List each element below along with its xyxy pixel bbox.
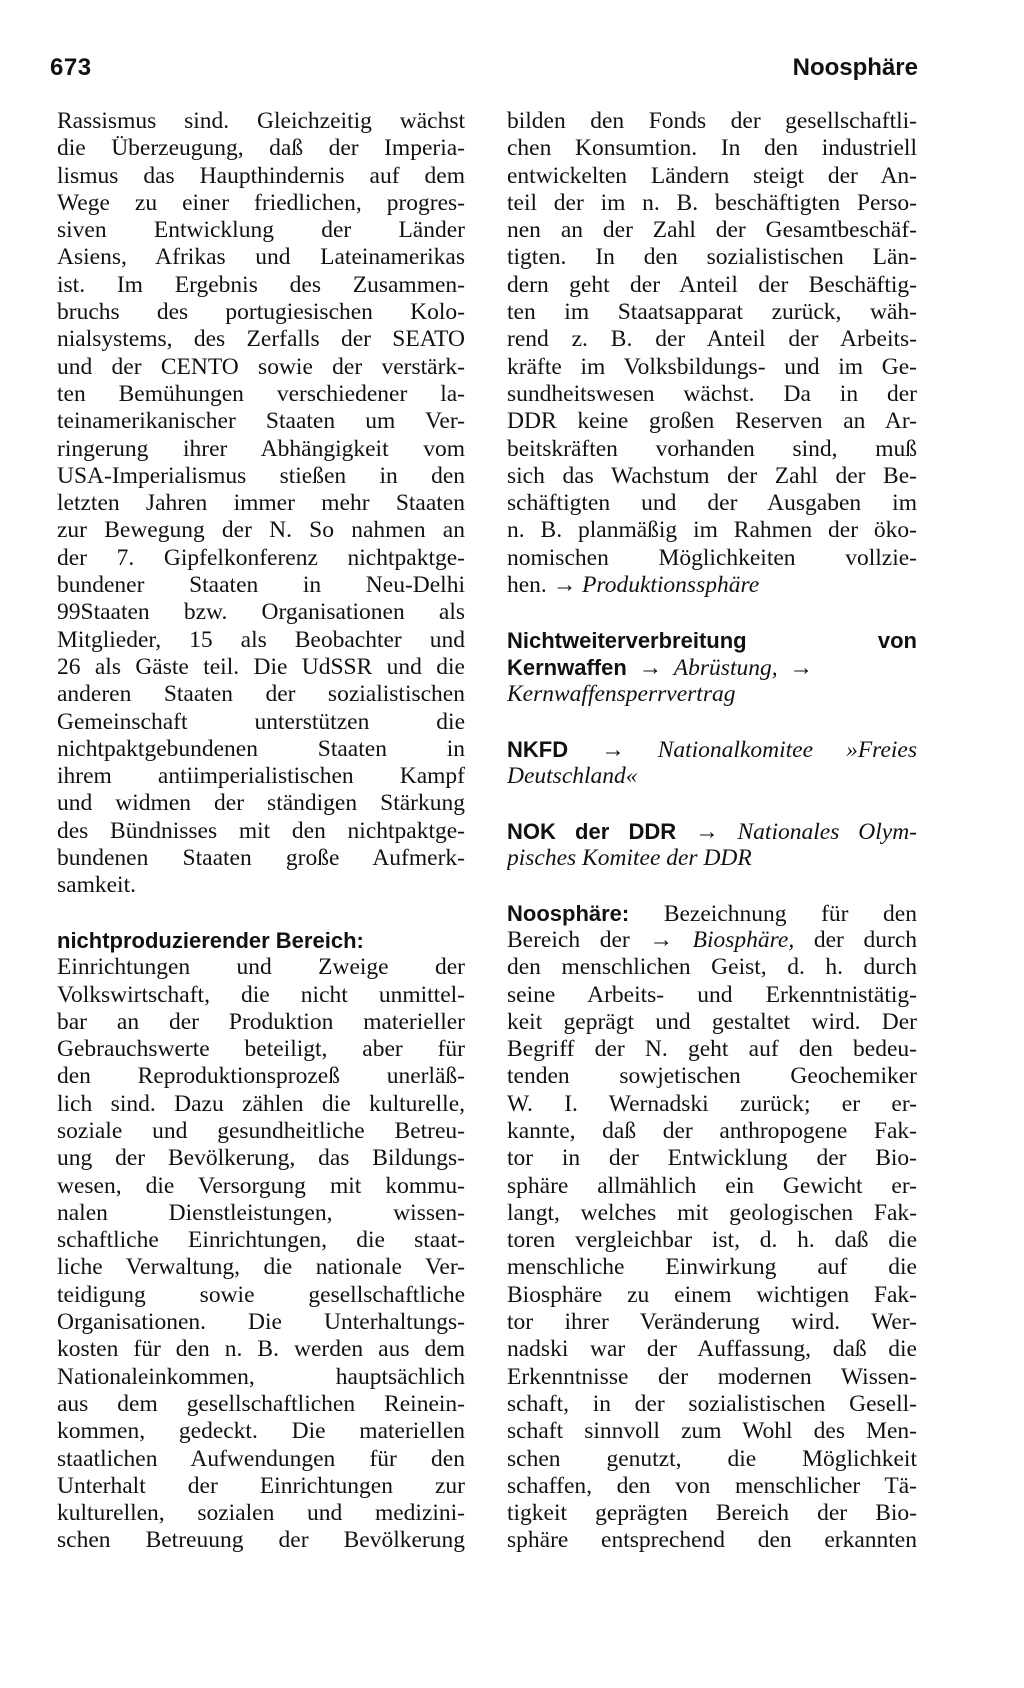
text-line: entwickelten Ländern steigt der An- [507,162,917,189]
text-line [507,763,917,790]
text-line: und der CENTO sowie der verstärk- [57,353,465,380]
text-line: seine Arbeits- und Erkenntnistätig- [507,981,917,1008]
cross-reference-link[interactable]: Abrüstung, [673,654,778,681]
text-line: anderen Staaten der sozialistischen [57,681,465,708]
entry-continuation-paragraph [57,108,465,900]
headword: NKFD [507,736,569,762]
text-line: tor ihrer Veränderung wird. Wer- [507,1309,917,1336]
text-line: ist. Im Ergebnis des Zusammen- [57,271,465,298]
left-column [57,108,465,1555]
text-line: Mitglieder, 15 als Beobachter und [57,626,465,653]
text-line: teinamerikanischer Staaten um Ver- [57,408,465,435]
text-line: USA-Imperialismus stießen in den [57,462,465,489]
text-line: rend z. B. der Anteil der Arbeits- [507,326,917,353]
text-line: tigten. In den sozialistischen Län- [507,244,917,271]
text-line: kommen, gedeckt. Die materiellen [57,1418,465,1445]
text-line: toren vergleichbar ist, d. h. daß die [507,1227,917,1254]
text-line: sphäre allmählich ein Gewicht er- [507,1172,917,1199]
text-line: bruchs des portugiesischen Kolo- [57,299,465,326]
line-text: Bezeichnung für den [663,900,917,927]
headword-line [57,927,465,954]
text-line: nichtpaktgebundenen Staaten in [57,735,465,762]
page-header [50,54,918,90]
text-line: Unterhalt der Einrichtungen zur [57,1472,465,1499]
cross-reference-arrow-icon: → [601,736,625,763]
text-line: sphäre entsprechend den erkannten [507,1527,917,1554]
entry-nok-der-ddr [507,818,917,873]
cross-reference-link[interactable]: Biosphäre, [692,926,795,953]
text-line: lich sind. Dazu zählen die kulturelle, [57,1090,465,1117]
text-line: kosten für den n. B. werden aus dem [57,1336,465,1363]
text-line: und widmen der ständigen Stärkung [57,790,465,817]
text-line [507,681,917,708]
text-line: menschliche Einwirkung auf die [507,1254,917,1281]
text-line: schaftliche Einrichtungen, die staat- [57,1227,465,1254]
entry-spacer [507,790,917,817]
page-number: 673 [50,54,92,81]
cross-reference-link[interactable]: Nationalkomitee »Freies [657,736,917,763]
text-line: tenden sowjetischen Geochemiker [507,1063,917,1090]
text-line: 26 als Gäste teil. Die UdSSR und die [57,653,465,680]
text-line: nalen Dienstleistungen, wissen- [57,1199,465,1226]
text-line: ung der Bevölkerung, das Bildungs- [57,1145,465,1172]
text-line: soziale und gesundheitliche Betreu- [57,1117,465,1144]
text-line: keit geprägt und gestaltet wird. Der [507,1008,917,1035]
text-line: kräfte im Volksbildungs- und im Ge- [507,353,917,380]
text-line: Organisationen. Die Unterhaltungs- [57,1309,465,1336]
text-line: teil der im n. B. beschäftigten Perso- [507,189,917,216]
text-line: den menschlichen Geist, d. h. durch [507,954,917,981]
text-line: Asiens, Afrikas und Lateinamerikas [57,244,465,271]
text-line: der 7. Gipfelkonferenz nichtpaktge- [57,544,465,571]
text-line: ringerung ihrer Abhängigkeit vom [57,435,465,462]
text-line: W. I. Wernadski zurück; er er- [507,1090,917,1117]
text-line: die Überzeugung, daß der Imperia- [57,135,465,162]
text-line: aus dem gesellschaftlichen Reinein- [57,1390,465,1417]
entry-nichtproduzierender-bereich [57,927,465,1555]
cross-reference-arrow-icon: → [695,818,719,845]
entry-nkfd [507,736,917,791]
text-line: nomischen Möglichkeiten vollzie- [507,544,917,571]
cross-reference-arrow-icon: → [638,654,663,681]
text-line: bundenen Staaten große Aufmerk- [57,845,465,872]
text-line: Wege zu einer friedlichen, progres- [57,189,465,216]
text-line: sundheitswesen wächst. Da in der [507,380,917,407]
cross-reference-link[interactable]: Kernwaffensperrvertrag [507,681,736,708]
text-line: n. B. planmäßig im Rahmen der öko- [507,517,917,544]
cross-reference-link[interactable]: pisches Komitee der DDR [507,845,752,872]
text-line: bilden den Fonds der gesellschaftli- [507,108,917,134]
text-line: teidigung sowie gesellschaftliche [57,1281,465,1308]
text-line: ihrem antiimperialistischen Kampf [57,763,465,790]
entry-spacer [57,900,465,927]
text-line: schen Betreuung der Bevölkerung [57,1527,465,1554]
text-line: schaffen, den von menschlicher Tä- [507,1472,917,1499]
headword-continued: Kernwaffen [507,654,627,680]
text-line: samkeit. [57,872,136,899]
cross-reference-arrow-icon: → [789,654,813,681]
text-line: ten Bemühungen verschiedener la- [57,380,465,407]
cross-reference-arrow-icon: → [649,926,673,953]
text-line: nen an der Zahl der Gesamtbeschäf- [507,217,917,244]
text-line: Gebrauchswerte beteiligt, aber für [57,1036,465,1063]
text-line: Einrichtungen und Zweige der [57,954,465,981]
text-line: Begriff der N. geht auf den bedeu- [507,1036,917,1063]
entry-spacer [507,872,917,899]
text-line: schäftigten und der Ausgaben im [507,490,917,517]
text-line: Volkswirtschaft, die nicht unmittel- [57,981,465,1008]
headword-continued: von [877,627,917,653]
text-line: kulturellen, sozialen und medizini- [57,1500,465,1527]
text-line: 99Staaten bzw. Organisationen als [57,599,465,626]
cross-reference-link[interactable]: Produktionssphäre [582,572,760,599]
text-line: Erkenntnisse der modernen Wissen- [507,1363,917,1390]
text-line: den Reproduktionsprozeß unerläß- [57,1063,465,1090]
right-column [507,108,917,1555]
text-line: letzten Jahren immer mehr Staaten [57,490,465,517]
text-line: wesen, die Versorgung mit kommu- [57,1172,465,1199]
text-line: kannte, daß der anthropogene Fak- [507,1117,917,1144]
headword-line [507,736,917,763]
text-line: chen Konsumtion. In den industriell [507,135,917,162]
cross-reference-link[interactable]: Nationales Olym- [737,818,917,845]
text-line: dern geht der Anteil der Beschäftig- [507,271,917,298]
text-line: ten im Staatsapparat zurück, wäh- [507,299,917,326]
text-line: des Bündnisses mit den nichtpaktge- [57,817,465,844]
cross-reference-arrow-icon: → [552,572,577,599]
text-line: schen genutzt, die Möglichkeit [507,1445,917,1472]
headword-line [507,627,917,654]
text-line: nadski war der Auffassung, daß die [507,1336,917,1363]
text-line: langt, welches mit geologischen Fak- [507,1199,917,1226]
running-head: Noosphäre [792,54,918,81]
text-line: sich das Wachstum der Zahl der Be- [507,462,917,489]
text-line: bar an der Produktion materieller [57,1008,465,1035]
text-line: Nationaleinkommen, hauptsächlich [57,1363,465,1390]
entry-noosphaere [507,900,917,1555]
headword: Nichtweiterverbreitung [507,627,747,653]
text-line: Biosphäre zu einem wichtigen Fak- [507,1281,917,1308]
text-line: siven Entwicklung der Länder [57,217,465,244]
text-line: tigkeit geprägten Bereich der Bio- [507,1500,917,1527]
cross-reference-link[interactable]: Deutschland« [507,763,638,790]
text-line: bundener Staaten in Neu-Delhi [57,572,465,599]
headword: NOK der DDR [507,818,677,844]
entry-spacer [507,709,917,736]
headword-line [507,900,917,927]
text-line: zur Bewegung der N. So nahmen an [57,517,465,544]
text-line: DDR keine großen Reserven an Ar- [507,408,917,435]
headword: Noosphäre: [507,900,630,926]
text-line: liche Verwaltung, die nationale Ver- [57,1254,465,1281]
text-line: beitskräften vorhanden sind, muß [507,435,917,462]
text-line: Gemeinschaft unterstützen die [57,708,465,735]
line-text: Bereich der [507,926,630,953]
text-line: tor in der Entwicklung der Bio- [507,1145,917,1172]
text-line [507,845,917,872]
entry-nichtweiterverbreitung [507,627,917,709]
text-line: schaft, in der sozialistischen Gesell- [507,1390,917,1417]
text-line: schaft sinnvoll zum Wohl des Men- [507,1418,917,1445]
line-text: hen. [507,572,547,599]
text-line: lismus das Haupthindernis auf dem [57,162,465,189]
entry-spacer [507,599,917,626]
text-line: nialsystems, des Zerfalls der SEATO [57,326,465,353]
headword: nichtproduzierender Bereich: [57,927,364,953]
text-line: Rassismus sind. Gleichzeitig wächst [57,108,465,134]
text-line [507,927,917,954]
text-line [507,572,917,599]
entry-continuation-paragraph [507,108,917,599]
headword-line [507,654,917,681]
headword-line [507,818,917,845]
text-line: staatlichen Aufwendungen für den [57,1445,465,1472]
line-text: der durch [813,926,917,953]
